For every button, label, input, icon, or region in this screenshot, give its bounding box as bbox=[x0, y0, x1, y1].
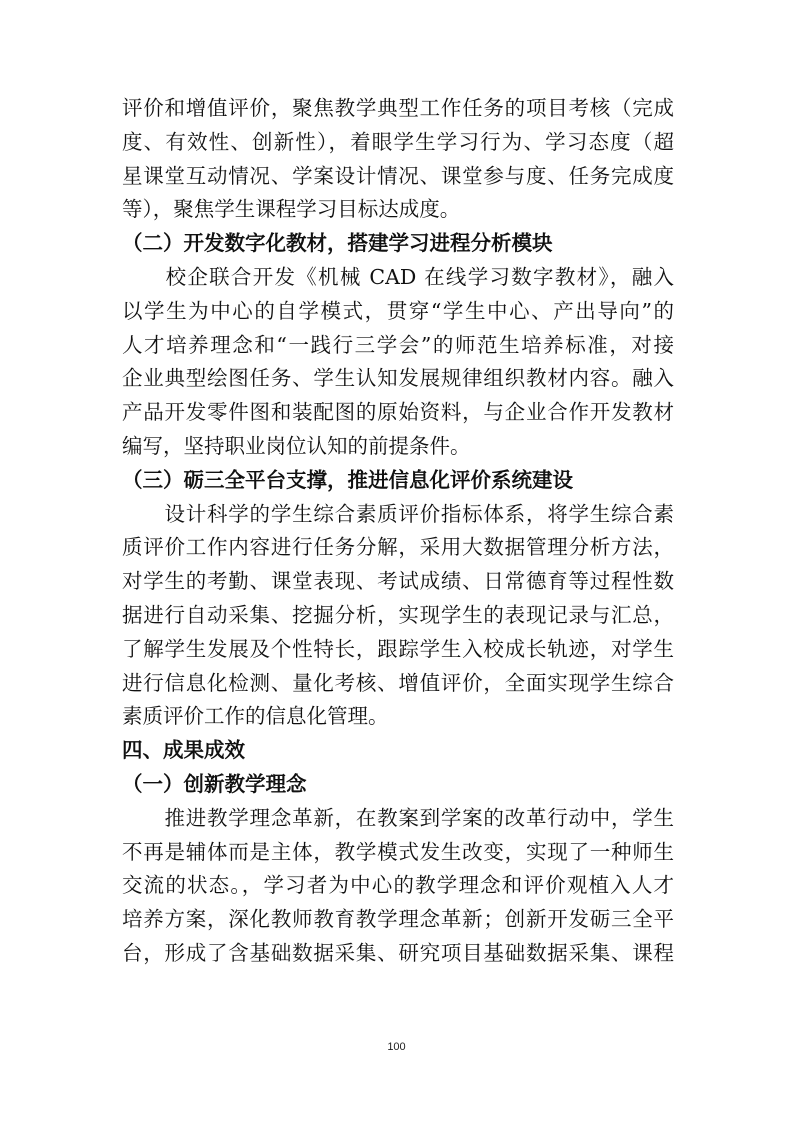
document-body bbox=[122, 92, 674, 971]
text-line: 质评价工作内容进行任务分解，采用大数据管理分析方法， bbox=[122, 535, 674, 560]
chapter-heading-results: 四、成果成效 bbox=[122, 738, 245, 763]
text-line: 产品开发零件图和装配图的原始资料，与企业合作开发教材 bbox=[122, 400, 674, 425]
text-line: 交流的状态。，学习者为中心的教学理念和评价观植入人才 bbox=[122, 873, 674, 898]
text-line: 校企联合开发《机械 CAD 在线学习数字教材》，融入 bbox=[122, 264, 674, 289]
text-line: 据进行自动采集、挖掘分析，实现学生的表现记录与汇总， bbox=[122, 602, 674, 627]
text-line: 人才培养理念和“一践行三学会”的师范生培养标准，对接 bbox=[122, 332, 674, 357]
text-line: 培养方案，深化教师教育教学理念革新；创新开发砺三全平 bbox=[122, 907, 674, 932]
text-line: 素质评价工作的信息化管理。 bbox=[122, 704, 389, 729]
section-heading-teaching-philosophy: （一）创新教学理念 bbox=[122, 771, 307, 796]
text-line: 推进教学理念革新，在教案到学案的改革行动中，学生 bbox=[122, 805, 674, 830]
text-line: 星课堂互动情况、学案设计情况、课堂参与度、任务完成度 bbox=[122, 163, 674, 188]
text-line: 以学生为中心的自学模式，贯穿“学生中心、产出导向”的 bbox=[122, 298, 674, 323]
text-line: 设计科学的学生综合素质评价指标体系，将学生综合素 bbox=[122, 501, 674, 526]
paragraph-evaluation-system bbox=[122, 498, 674, 735]
text-line: 对学生的考勤、课堂表现、考试成绩、日常德育等过程性数 bbox=[122, 569, 674, 594]
text-line: 不再是辅体而是主体，教学模式发生改变，实现了一种师生 bbox=[122, 839, 674, 864]
text-line: 进行信息化检测、量化考核、增值评价，全面实现学生综合 bbox=[122, 670, 674, 695]
text-line: 编写，坚持职业岗位认知的前提条件。 bbox=[122, 433, 471, 458]
page-number: 100 bbox=[387, 1041, 406, 1053]
paragraph-evaluation bbox=[122, 92, 674, 227]
text-line: 台，形成了含基础数据采集、研究项目基础数据采集、课程 bbox=[122, 940, 674, 965]
text-line: 企业典型绘图任务、学生认知发展规律组织教材内容。融入 bbox=[122, 366, 674, 391]
section-heading-digital-textbook: （二）开发数字化教材，搭建学习进程分析模块 bbox=[122, 231, 553, 256]
text-line: 了解学生发展及个性特长，跟踪学生入校成长轨迹，对学生 bbox=[122, 636, 674, 661]
paragraph-digital-textbook bbox=[122, 261, 674, 464]
paragraph-teaching-philosophy bbox=[122, 802, 674, 971]
text-line: 等），聚焦学生课程学习目标达成度。 bbox=[122, 197, 461, 222]
section-heading-evaluation-system: （三）砺三全平台支撑，推进信息化评价系统建设 bbox=[122, 467, 573, 492]
text-line: 评价和增值评价，聚焦教学典型工作任务的项目考核（完成 bbox=[122, 96, 674, 120]
text-line: 度、有效性、创新性），着眼学生学习行为、学习态度（超 bbox=[122, 129, 674, 154]
